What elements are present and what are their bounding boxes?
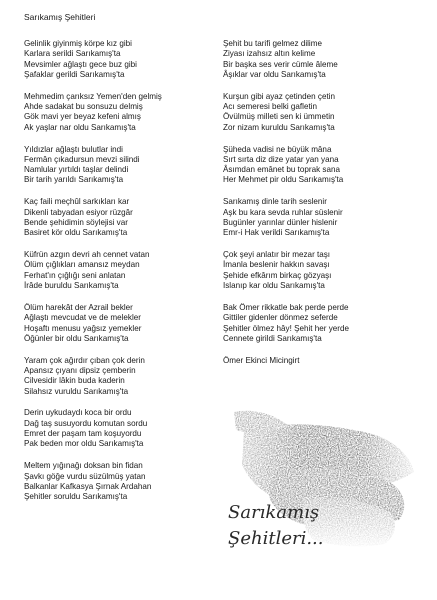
- verse-line: Ziyası izahsız altın kelime: [223, 49, 316, 59]
- stanza: [223, 303, 423, 344]
- stanza: [24, 197, 224, 238]
- verse-line: Şehit bu tarifi gelmez dilime: [223, 39, 322, 48]
- verse-line: Dağ taş susuyordu komutan sordu: [24, 418, 148, 428]
- verse-line: Aşk bu kara sevda ruhlar süslenir: [223, 207, 343, 217]
- script-title-line-2: Şehitleri...: [228, 528, 324, 549]
- verse-line: Ölüm harekât der Azrail bekler: [24, 302, 133, 312]
- verse-line: Karlara serildi Sarıkamış'ta: [24, 49, 121, 59]
- verse-line: Ak yaşlar nar oldu Sarıkamış'ta: [24, 122, 136, 132]
- stanza: [24, 303, 224, 344]
- verse-line: Bende şehidimin söylejisi var: [24, 217, 128, 227]
- verse-line: Küfrün azgın devri ah cennet vatan: [24, 250, 150, 260]
- verse-line: Bak Ömer rikkatle bak perde perde: [223, 302, 349, 312]
- verse-line: Şafaklar gerildi Sarıkamış'ta: [24, 69, 125, 79]
- verse-line: Ölüm çığlıkları amansız meydan: [24, 260, 140, 270]
- verse-line: Meltem yığınağı doksan bin fidan: [24, 461, 143, 471]
- script-title-line-1: Sarıkamış: [228, 502, 320, 523]
- verse-line: Basiret kör oldu Sarıkamış'ta: [24, 228, 128, 238]
- stanza: [223, 145, 423, 186]
- stanza: [24, 408, 224, 449]
- verse-line: Yaram çok ağırdır çıban çok derin: [24, 355, 145, 365]
- verse-line: Apansız çıyanı dipsiz çemberin: [24, 365, 136, 375]
- left-column: [24, 39, 224, 514]
- verse-line: Gelinlik giyinmiş körpe kız gibi: [24, 39, 132, 48]
- verse-line: Balkanlar Kafkasya Şırnak Ardahan: [24, 481, 152, 491]
- poem-title: Sarıkamış Şehitleri: [24, 12, 96, 22]
- stanza: [24, 461, 224, 502]
- verse-line: Derin uykudaydı koca bir ordu: [24, 408, 132, 418]
- verse-line: Fermân çıkadursun mevzi silindi: [24, 154, 140, 164]
- verse-line: Kurşun gibi ayaz çetinden çetin: [223, 91, 336, 101]
- verse-line: Sarıkamış dinle tarih seslenir: [223, 197, 327, 207]
- verse-line: Şehitler ölmez hây! Şehit her yerde: [223, 323, 349, 333]
- stanza: [24, 356, 224, 397]
- verse-line: Cilvesidir lâkin buda kaderin: [24, 376, 125, 386]
- verse-line: Âsımdan emânet bu toprak sana: [223, 165, 340, 175]
- verse-line: Öğünler bir oldu Sarıkamış'ta: [24, 333, 129, 343]
- verse-line: Şavkı göğe vurdu süzülmüş yatan: [24, 471, 146, 481]
- verse-line: Bir tarih yarıldı Sarıkamış'ta: [24, 175, 124, 185]
- stanza: [24, 145, 224, 186]
- stanza: [24, 250, 224, 291]
- verse-line: Acı semeresi belki gafletin: [223, 102, 318, 112]
- verse-line: Bir başka ses verir cümle âleme: [223, 59, 338, 69]
- verse-line: Cennete girildi Sarıkamış'ta: [223, 333, 322, 343]
- verse-line: Islanıp kar oldu Sarıkamış'ta: [223, 281, 325, 291]
- verse-line: Mehmedim çarıksız Yemen'den gelmiş: [24, 91, 162, 101]
- verse-line: Şüheda vadisi ne büyük mâna: [223, 144, 332, 154]
- stanza: [223, 92, 423, 133]
- verse-line: Âşıklar var oldu Sarıkamış'ta: [223, 69, 326, 79]
- verse-line: Kaç faili meçhûl sarkıkları kar: [24, 197, 130, 207]
- verse-line: Mevsimler ağlaştı gece buz gibi: [24, 59, 137, 69]
- verse-line: Sırt sırta diz dize yatar yan yana: [223, 154, 339, 164]
- verse-line: Pak beden mor oldu Sarıkamış'ta: [24, 439, 144, 449]
- verse-line: Ahde sadakat bu sonsuzu delmiş: [24, 102, 143, 112]
- stanza: [24, 92, 224, 133]
- verse-line: Gök mavi yer beyaz kefeni almış: [24, 112, 141, 122]
- verse-line: Yıldızlar ağlaştı bulutlar indi: [24, 144, 123, 154]
- author-name: Ömer Ekinci Micingirt: [223, 355, 300, 365]
- verse-line: Namlular yırtıldı taşlar delindi: [24, 165, 129, 175]
- verse-line: Bugünler yarınlar dünler hislenir: [223, 217, 338, 227]
- verse-line: Emret der paşam tam koşuyordu: [24, 429, 142, 439]
- stanza: [223, 197, 423, 238]
- verse-line: İrâde buruldu Sarıkamış'ta: [24, 281, 119, 291]
- right-column: [223, 39, 423, 366]
- verse-line: Dikenli tabyadan esiyor rüzgâr: [24, 207, 133, 217]
- verse-line: Şehitler soruldu Sarıkamış'ta: [24, 492, 128, 502]
- verse-line: Her Mehmet pir oldu Sarıkamış'ta: [223, 175, 344, 185]
- verse-line: İmanla beslenir hakkın savaşı: [223, 260, 330, 270]
- verse-line: Hoşaftı menusu yağsız yemekler: [24, 323, 142, 333]
- verse-line: Gittiler gidenler dönmez seferde: [223, 313, 338, 323]
- stanza: [24, 39, 224, 80]
- verse-line: Şehide efkârım birkaç gözyaşı: [223, 270, 332, 280]
- verse-line: Zor nizam kuruldu Sarıkamış'ta: [223, 122, 335, 132]
- stanza: [223, 250, 423, 291]
- verse-line: Ferhat'ın çığlığı seni anlatan: [24, 270, 126, 280]
- verse-line: Silahsız vuruldu Sarıkamış'ta: [24, 386, 129, 396]
- verse-line: Emr-i Hak verildi Sarıkamış'ta: [223, 228, 330, 238]
- stanza: [223, 39, 423, 80]
- verse-line: Övülmüş milleti sen ki ümmetin: [223, 112, 335, 122]
- verse-line: Ağlaştı mevcudat ve de melekler: [24, 313, 141, 323]
- verse-line: Çok şeyi anlatır bir mezar taşı: [223, 250, 331, 260]
